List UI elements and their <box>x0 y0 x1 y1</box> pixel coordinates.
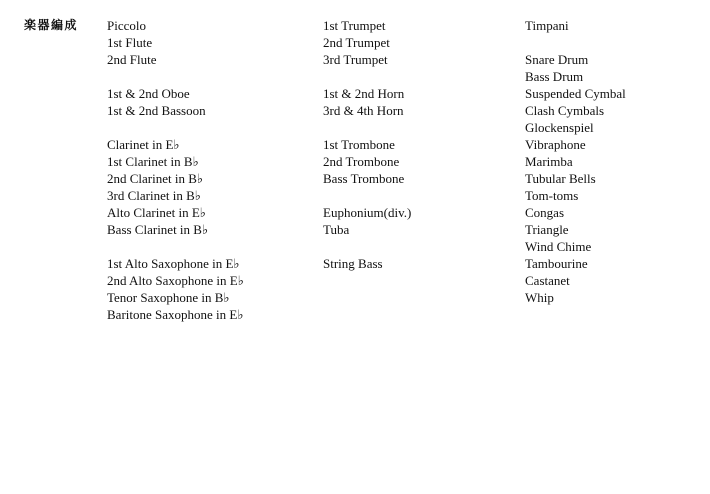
instrument-line: 1st & 2nd Horn <box>323 86 405 101</box>
instrument-line: Tuba <box>323 222 350 237</box>
instrument-line: Vibraphone <box>525 137 586 152</box>
instrument-line: 2nd Clarinet in B♭ <box>107 171 204 186</box>
instrument-line: String Bass <box>323 256 383 271</box>
group-spacer <box>323 119 411 136</box>
instrument-line: 1st Alto Saxophone in E♭ <box>107 256 240 271</box>
instrument-line: 1st Flute <box>107 35 153 50</box>
instrument-line: 1st & 2nd Bassoon <box>107 103 206 118</box>
percussion-column <box>525 17 626 306</box>
instrument-line: 3rd Trumpet <box>323 52 388 67</box>
instrument-line: Wind Chime <box>525 239 592 254</box>
instrument-line: Bass Trombone <box>323 171 405 186</box>
instrument-line: 2nd Trumpet <box>323 35 390 50</box>
instrument-line: Tubular Bells <box>525 171 596 186</box>
instrument-line: Suspended Cymbal <box>525 86 626 101</box>
instrument-line: 3rd & 4th Horn <box>323 103 404 118</box>
instrument-line: Glockenspiel <box>525 120 594 135</box>
instrument-line: Congas <box>525 205 564 220</box>
instrument-line: Bass Clarinet in B♭ <box>107 222 209 237</box>
instrument-line: 3rd Clarinet in B♭ <box>107 188 201 203</box>
instrument-line: 2nd Trombone <box>323 154 400 169</box>
instrument-line: 2nd Alto Saxophone in E♭ <box>107 273 244 288</box>
instrument-line: Timpani <box>525 18 569 33</box>
group-spacer <box>323 68 411 85</box>
instrument-line: Tenor Saxophone in B♭ <box>107 290 230 305</box>
group-spacer <box>107 68 244 85</box>
brass-strings-column <box>323 17 411 272</box>
instrument-line: Alto Clarinet in E♭ <box>107 205 206 220</box>
instrument-line: Whip <box>525 290 554 305</box>
instrument-line: Marimba <box>525 154 573 169</box>
instrumentation-heading: 楽器編成 <box>24 18 79 32</box>
instrument-line: Triangle <box>525 222 569 237</box>
instrument-line: Tambourine <box>525 256 588 271</box>
instrument-line: 1st & 2nd Oboe <box>107 86 190 101</box>
instrument-line: Clash Cymbals <box>525 103 605 118</box>
instrument-line: Clarinet in E♭ <box>107 137 180 152</box>
instrument-line: Euphonium(div.) <box>323 205 412 220</box>
group-spacer <box>525 34 626 51</box>
instrument-line: 2nd Flute <box>107 52 157 67</box>
instrument-line: Castanet <box>525 273 570 288</box>
woodwinds-column <box>107 17 244 323</box>
group-spacer <box>323 238 411 255</box>
group-spacer <box>107 238 244 255</box>
instrument-line: Baritone Saxophone in E♭ <box>107 307 244 322</box>
instrument-line: Snare Drum <box>525 52 589 67</box>
group-spacer <box>323 187 411 204</box>
group-spacer <box>107 119 244 136</box>
instrument-line: 1st Trombone <box>323 137 395 152</box>
instrument-line: Bass Drum <box>525 69 584 84</box>
instrument-line: Piccolo <box>107 18 146 33</box>
instrument-line: Tom-toms <box>525 188 579 203</box>
instrument-line: 1st Clarinet in B♭ <box>107 154 199 169</box>
instrument-line: 1st Trumpet <box>323 18 386 33</box>
